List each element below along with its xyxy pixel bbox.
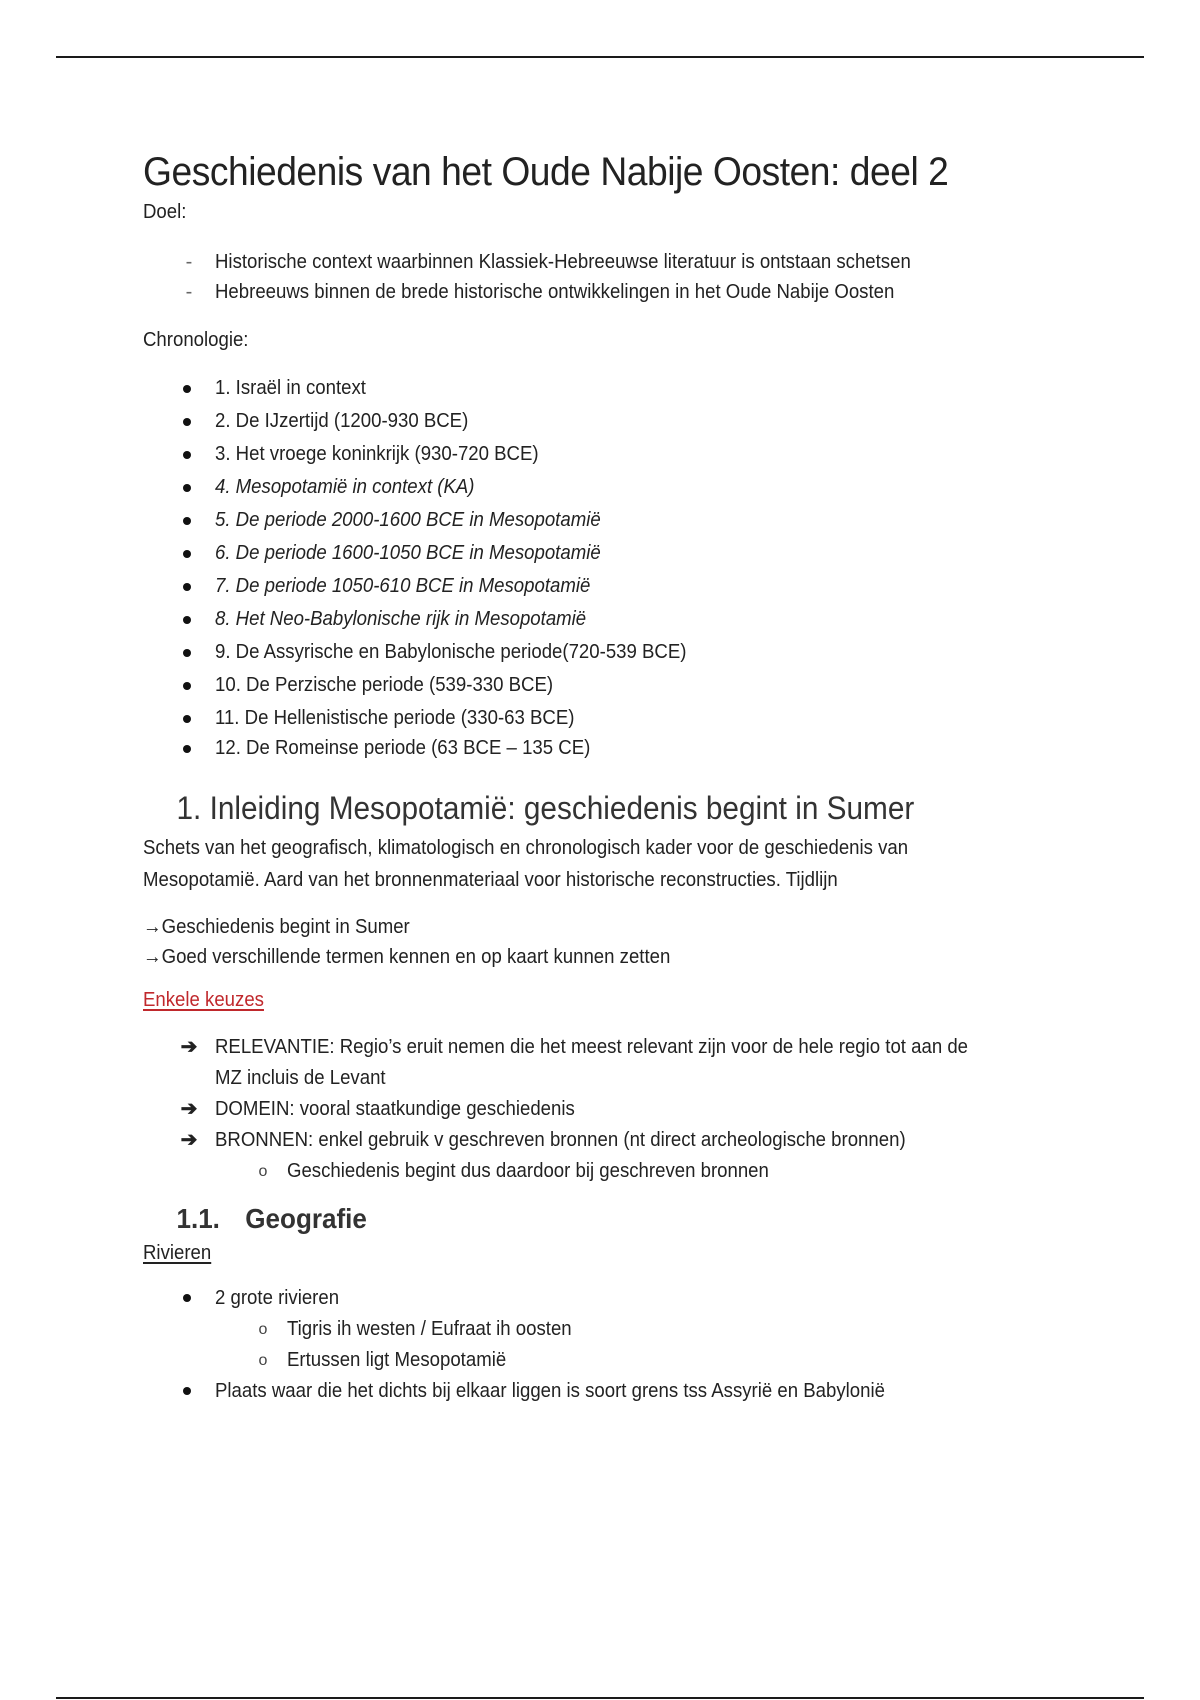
dash-marker: -: [185, 281, 193, 303]
bullet-icon: [183, 517, 191, 525]
bullet-icon: [183, 649, 191, 657]
chronologie-item: 9. De Assyrische en Babylonische periode(720-539 BCE): [215, 638, 1063, 671]
bullet-icon: [183, 550, 191, 558]
section-title: Geografie: [245, 1203, 367, 1234]
section-1-heading: 1. Inleiding Mesopotamië: geschiedenis begint in Sumer: [176, 790, 915, 826]
geografie-item: Plaats waar die het dichts bij elkaar liggen is soort grens tss Assyrië en Babylonië: [215, 1376, 1063, 1407]
bullet-icon: [183, 1294, 191, 1302]
chronologie-item: 2. De IJzertijd (1200-930 BCE): [215, 407, 1063, 440]
keuze-item: ➔ DOMEIN: vooral staatkundige geschiedenis: [215, 1094, 1063, 1125]
keuze-item: ➔ RELEVANTIE: Regio’s eruit nemen die het meest relevant zijn voor de hele regio tot aan de MZ incluis de Levant: [215, 1032, 1075, 1094]
doel-item: - Hebreeuws binnen de brede historische ontwikkelingen in het Oude Nabije Oosten: [215, 278, 1063, 308]
circle-bullet-icon: o: [258, 1163, 268, 1180]
bottom-rule: [56, 1697, 1144, 1699]
keuze-item: ➔ BRONNEN: enkel gebruik v geschreven bronnen (nt direct archeologische bronnen): [215, 1125, 1063, 1156]
chronologie-item: 8. Het Neo-Babylonische rijk in Mesopotamië: [215, 605, 1063, 638]
bullet-icon: [183, 682, 191, 690]
geografie-list: [143, 1283, 1063, 1314]
chronologie-item: 7. De periode 1050-610 BCE in Mesopotamië: [215, 572, 1063, 605]
chronologie-list: [143, 374, 1063, 762]
doel-label: Doel:: [143, 201, 187, 223]
bullet-icon: [183, 418, 191, 426]
top-rule: [56, 56, 1144, 58]
bullet-icon: [183, 745, 191, 753]
bullet-icon: [183, 385, 191, 393]
geografie-sublist: [143, 1314, 1063, 1376]
bullet-icon: [183, 583, 191, 591]
geografie-subitem: o Tigris ih westen / Eufraat ih oosten: [287, 1314, 1063, 1345]
document-title: Geschiedenis van het Oude Nabije Oosten: deel 2: [143, 150, 949, 194]
bullet-icon: [183, 451, 191, 459]
arrow-right-icon: ➔: [180, 1129, 198, 1151]
circle-bullet-icon: o: [258, 1352, 268, 1369]
arrow-right-icon: ➔: [180, 1098, 198, 1120]
chronologie-item: 1. Israël in context: [215, 374, 1063, 407]
chronologie-item: 5. De periode 2000-1600 BCE in Mesopotamië: [215, 506, 1063, 539]
chronologie-item: 11. De Hellenistische periode (330-63 BCE): [215, 704, 1063, 734]
arrow-note: →Goed verschillende termen kennen en op kaart kunnen zetten: [143, 946, 671, 968]
intro-line: Mesopotamië. Aard van het bronnenmateriaal voor historische reconstructies. Tijdlijn: [143, 869, 838, 891]
rivieren-heading: Rivieren: [143, 1242, 212, 1264]
chronologie-item: 6. De periode 1600-1050 BCE in Mesopotamië: [215, 539, 1063, 572]
keuzes-sublist: [143, 1156, 1063, 1187]
section-1-1-heading: [143, 1199, 999, 1239]
geografie-item: 2 grote rivieren: [215, 1283, 1063, 1314]
section-number: 1.1.: [176, 1203, 220, 1234]
bullet-icon: [183, 1387, 191, 1395]
document-page: [143, 148, 1063, 1407]
chronologie-item: 12. De Romeinse periode (63 BCE – 135 CE): [215, 734, 1063, 762]
dash-marker: -: [185, 251, 193, 273]
arrow-notes: [143, 912, 1063, 972]
chronologie-label: Chronologie:: [143, 329, 249, 351]
doel-list: [143, 248, 1063, 308]
section-1-intro: [143, 832, 1063, 896]
keuze-subitem: o Geschiedenis begint dus daardoor bij geschreven bronnen: [287, 1156, 1063, 1187]
doel-item: - Historische context waarbinnen Klassiek-Hebreeuwse literatuur is ontstaan schetsen: [215, 248, 1063, 278]
intro-line: Schets van het geografisch, klimatologisch en chronologisch kader voor de geschiedenis van: [143, 837, 909, 859]
circle-bullet-icon: o: [258, 1321, 268, 1338]
keuzes-list: [143, 1032, 1063, 1156]
arrow-right-icon: ➔: [180, 1036, 198, 1058]
geografie-subitem: o Ertussen ligt Mesopotamië: [287, 1345, 1063, 1376]
chronologie-item: 10. De Perzische periode (539-330 BCE): [215, 671, 1063, 704]
chronologie-item: 4. Mesopotamië in context (KA): [215, 473, 1063, 506]
bullet-icon: [183, 484, 191, 492]
bullet-icon: [183, 715, 191, 723]
arrow-note: →Geschiedenis begint in Sumer: [143, 916, 410, 938]
chronologie-item: 3. Het vroege koninkrijk (930-720 BCE): [215, 440, 1063, 473]
geografie-list-continued: [143, 1376, 1063, 1407]
bullet-icon: [183, 616, 191, 624]
keuzes-heading: Enkele keuzes: [143, 989, 264, 1011]
